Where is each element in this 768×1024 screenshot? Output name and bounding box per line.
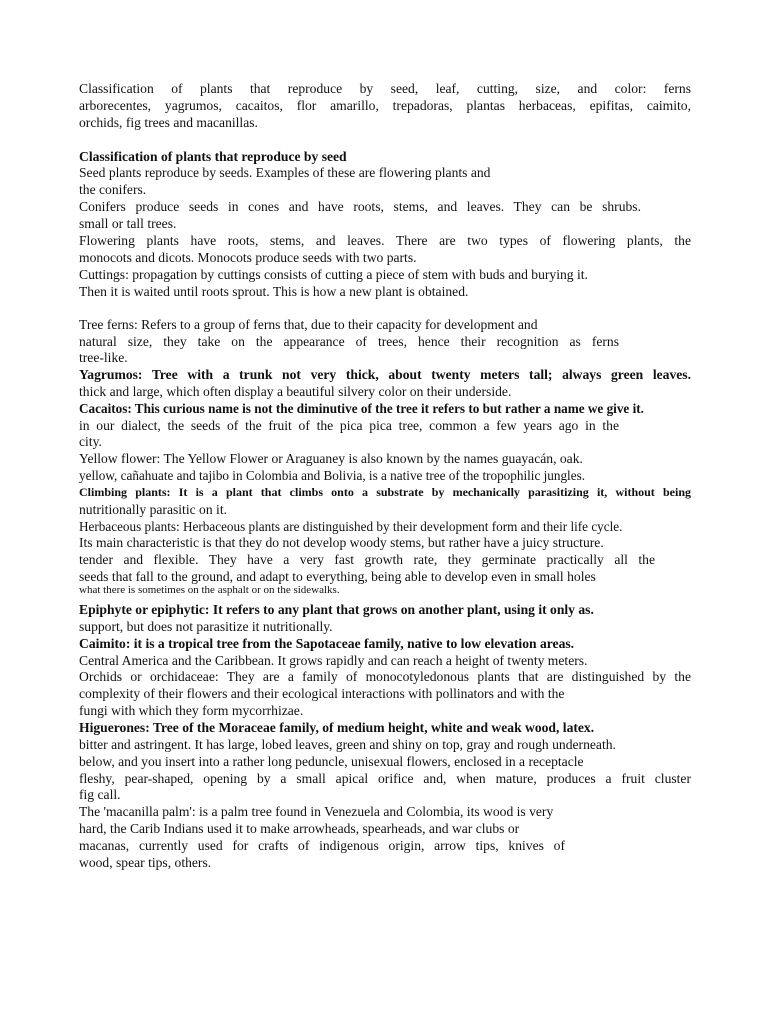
herbaceous-line-3: tender and flexible. They have a very fast growth rate, they germinate practically all the [79, 552, 655, 567]
orchids-line-1: Orchids or orchidaceae: They are a family of monocotyledonous plants that are distinguished by the [79, 669, 691, 684]
ferns-line-3: tree-like. [79, 350, 128, 365]
caimito-line-1: Caimito: it is a tropical tree from the Sapotaceae family, native to low elevation areas. [79, 636, 575, 651]
climbing-line-1: Climbing plants: It is a plant that climbs onto a substrate by mechanically parasitizing it, without being [79, 485, 691, 499]
higuerones-line-5: fig call. [79, 787, 121, 802]
higuerones-line-3: below, and you insert into a rather long peduncle, unisexual flowers, enclosed in a receptacle [79, 754, 584, 769]
seed-line-8: Then it is waited until roots sprout. This is how a new plant is obtained. [79, 284, 469, 299]
cacaitos-line-2: in our dialect, the seeds of the fruit of the pica pica tree, common a few years ago in the [79, 418, 619, 433]
yellow-line-1: Yellow flower: The Yellow Flower or Araguaney is also known by the names guayacán, oak. [79, 451, 583, 466]
cacaitos-line-1: Cacaitos: This curious name is not the diminutive of the tree it refers to but rather a name we give it. [79, 401, 644, 416]
macanilla-line-1: The 'macanilla palm': is a palm tree found in Venezuela and Colombia, its wood is very [79, 804, 554, 819]
macanilla-line-3: macanas, currently used for crafts of indigenous origin, arrow tips, knives of [79, 838, 565, 853]
yagrumos-line-2: thick and large, which often display a beautiful silvery color on their underside. [79, 384, 512, 399]
herbaceous-line-1: Herbaceous plants: Herbaceous plants are distinguished by their development form and their life cycle. [79, 519, 623, 534]
epiphyte-line-2: support, but does not parasitize it nutritionally. [79, 619, 333, 634]
macanilla-line-2: hard, the Carib Indians used it to make arrowheads, spearheads, and war clubs or [79, 821, 520, 836]
seed-line-2: the conifers. [79, 182, 147, 197]
seed-line-7: Cuttings: propagation by cuttings consists of cutting a piece of stem with buds and burying it. [79, 267, 588, 282]
herbaceous-line-5: what there is sometimes on the asphalt or on the sidewalks. [79, 584, 340, 596]
higuerones-line-4: fleshy, pear-shaped, opening by a small apical orifice and, when mature, produces a fruit cluster [79, 771, 691, 786]
herbaceous-line-2: Its main characteristic is that they do not develop woody stems, but rather have a juicy structure. [79, 535, 604, 550]
epiphyte-line-1: Epiphyte or epiphytic: It refers to any plant that grows on another plant, using it only as. [79, 602, 594, 617]
intro-line-2: arborecentes, yagrumos, cacaitos, flor amarillo, trepadoras, plantas herbaceas, epifitas, caimito, [79, 98, 691, 113]
higuerones-line-2: bitter and astringent. It has large, lobed leaves, green and shiny on top, gray and rough underneath. [79, 737, 616, 752]
seed-line-1: Seed plants reproduce by seeds. Examples of these are flowering plants and [79, 165, 491, 180]
orchids-line-2: complexity of their flowers and their ecological interactions with pollinators and with the [79, 686, 565, 701]
seed-line-4: small or tall trees. [79, 216, 177, 231]
yellow-line-2: yellow, cañahuate and tajibo in Colombia and Bolivia, is a native tree of the tropophilic jungles. [79, 468, 585, 483]
ferns-line-1: Tree ferns: Refers to a group of ferns that, due to their capacity for development and [79, 317, 538, 332]
intro-line-1: Classification of plants that reproduce by seed, leaf, cutting, size, and color: ferns [79, 81, 691, 96]
macanilla-line-4: wood, spear tips, others. [79, 855, 212, 870]
ferns-line-2: natural size, they take on the appearance of trees, hence their recognition as ferns [79, 334, 619, 349]
cacaitos-line-3: city. [79, 434, 102, 449]
yagrumos-line-1: Yagrumos: Tree with a trunk not very thick, about twenty meters tall; always green leaves. [79, 367, 691, 382]
section-heading: Classification of plants that reproduce by seed [79, 149, 347, 164]
seed-line-6: monocots and dicots. Monocots produce seeds with two parts. [79, 250, 417, 265]
orchids-line-3: fungi with which they form mycorrhizae. [79, 703, 304, 718]
seed-line-3: Conifers produce seeds in cones and have roots, stems, and leaves. They can be shrubs. [79, 199, 641, 214]
herbaceous-line-4: seeds that fall to the ground, and adapt to everything, being able to develop even in small holes [79, 569, 596, 584]
caimito-line-2: Central America and the Caribbean. It grows rapidly and can reach a height of twenty meters. [79, 653, 588, 668]
higuerones-line-1: Higuerones: Tree of the Moraceae family, of medium height, white and weak wood, latex. [79, 720, 595, 735]
climbing-line-2: nutritionally parasitic on it. [79, 502, 227, 517]
seed-line-5: Flowering plants have roots, stems, and leaves. There are two types of flowering plants, the [79, 233, 691, 248]
intro-line-3: orchids, fig trees and macanillas. [79, 115, 258, 130]
